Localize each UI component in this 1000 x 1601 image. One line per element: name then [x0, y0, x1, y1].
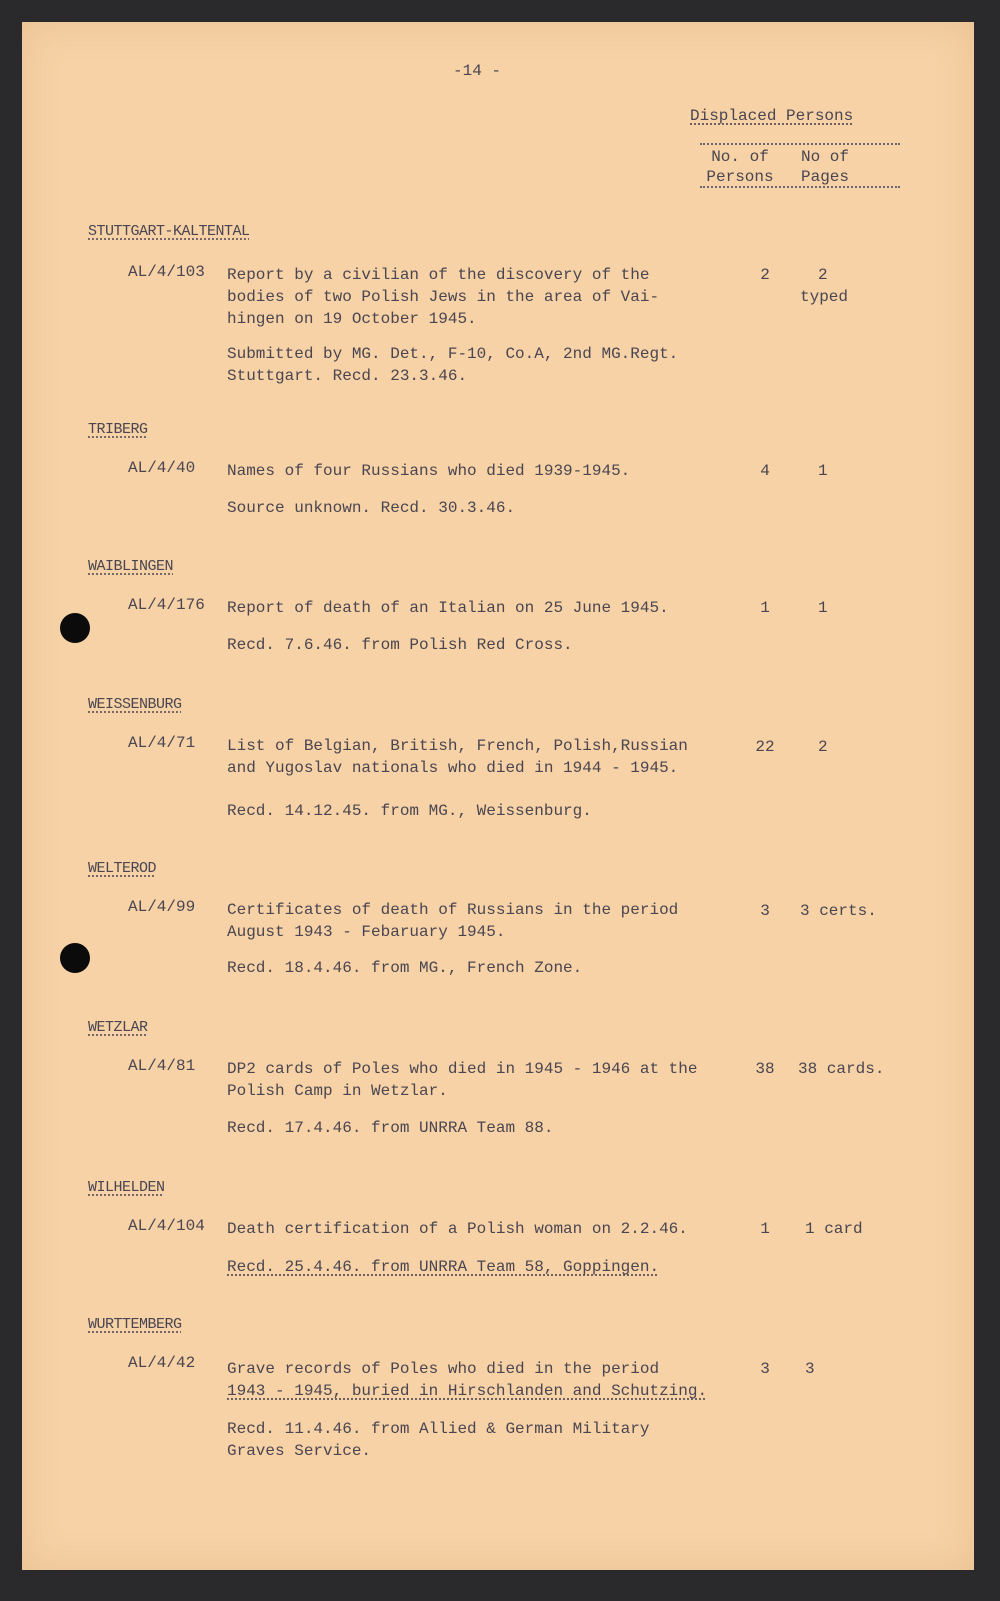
col-header-persons-1: No. of [711, 148, 769, 166]
reference-code: AL/4/104 [128, 1217, 205, 1235]
entry-description: Polish Camp in Wetzlar. [227, 1082, 448, 1100]
category-heading: Displaced Persons [690, 107, 854, 125]
entry-source: Recd. 25.4.46. from UNRRA Team 58, Goppingen. [227, 1258, 660, 1276]
entry-source: Recd. 17.4.46. from UNRRA Team 88. [227, 1119, 554, 1137]
entry-source: Submitted by MG. Det., F-10, Co.A, 2nd MG.Regt. [227, 345, 679, 363]
entry-source: Source unknown. Recd. 30.3.46. [227, 499, 516, 517]
persons-count: 3 [760, 1360, 770, 1378]
persons-count: 4 [760, 462, 770, 480]
entry-source: Graves Service. [227, 1442, 372, 1460]
entry-description: DP2 cards of Poles who died in 1945 - 1946 at the [227, 1060, 698, 1078]
place-heading: WAIBLINGEN [88, 558, 174, 575]
document-page [22, 22, 974, 1570]
reference-code: AL/4/71 [128, 734, 196, 752]
place-heading: WURTTEMBERG [88, 1316, 182, 1333]
punch-hole-top [60, 613, 90, 643]
entry-source: Recd. 11.4.46. from Allied & German Military [227, 1420, 650, 1438]
entry-source: Recd. 7.6.46. from Polish Red Cross. [227, 636, 573, 654]
persons-count: 3 [760, 902, 770, 920]
reference-code: AL/4/176 [128, 596, 205, 614]
entry-source: Recd. 18.4.46. from MG., French Zone. [227, 959, 583, 977]
entry-description: List of Belgian, British, French, Polish,Russian [227, 737, 688, 755]
col-header-persons-2: Persons [706, 168, 774, 186]
entry-description: and Yugoslav nationals who died in 1944 - 1945. [227, 759, 679, 777]
persons-count: 1 [760, 599, 770, 617]
reference-code: AL/4/103 [128, 263, 205, 281]
place-heading: WEISSENBURG [88, 696, 182, 713]
reference-code: AL/4/99 [128, 898, 196, 916]
place-heading: TRIBERG [88, 421, 148, 438]
entry-description: 1943 - 1945, buried in Hirschlanden and Schutzing. [227, 1382, 708, 1400]
reference-code: AL/4/81 [128, 1057, 196, 1075]
persons-count: 38 [755, 1060, 775, 1078]
entry-source: Stuttgart. Recd. 23.3.46. [227, 367, 468, 385]
reference-code: AL/4/40 [128, 459, 196, 477]
place-heading: STUTTGART-KALTENTAL [88, 223, 250, 240]
col-header-pages-2: Pages [800, 168, 849, 186]
pages-count: 1 [818, 462, 828, 480]
pages-count: 3 certs. [800, 902, 877, 920]
persons-count: 2 [760, 266, 770, 284]
pages-count: 3 [805, 1360, 815, 1378]
header-top-rule [700, 143, 900, 145]
col-header-pages-1: No of [800, 148, 849, 166]
entry-description: Grave records of Poles who died in the period [227, 1360, 660, 1378]
entry-description: Report of death of an Italian on 25 June 1945. [227, 599, 669, 617]
pages-count: 38 cards. [798, 1060, 885, 1078]
persons-count: 1 [760, 1220, 770, 1238]
entry-description: August 1943 - Febaruary 1945. [227, 923, 506, 941]
entry-description: Report by a civilian of the discovery of the [227, 266, 650, 284]
entry-description: Death certification of a Polish woman on 2.2.46. [227, 1220, 688, 1238]
place-heading: WILHELDEN [88, 1179, 165, 1196]
entry-description: bodies of two Polish Jews in the area of Vai- [227, 288, 660, 306]
pages-count: 2 [818, 266, 828, 284]
entry-description: Certificates of death of Russians in the period [227, 901, 679, 919]
persons-count: 22 [755, 738, 775, 756]
entry-description: hingen on 19 October 1945. [227, 310, 477, 328]
reference-code: AL/4/42 [128, 1354, 196, 1372]
pages-count: typed [800, 288, 849, 306]
page-number: -14 - [453, 62, 502, 80]
entry-description: Names of four Russians who died 1939-1945. [227, 462, 631, 480]
header-bottom-rule [700, 186, 900, 188]
entry-source: Recd. 14.12.45. from MG., Weissenburg. [227, 802, 592, 820]
pages-count: 1 card [805, 1220, 863, 1238]
place-heading: WETZLAR [88, 1019, 148, 1036]
punch-hole-bottom [60, 943, 90, 973]
pages-count: 2 [818, 738, 828, 756]
place-heading: WELTEROD [88, 860, 157, 877]
pages-count: 1 [818, 599, 828, 617]
